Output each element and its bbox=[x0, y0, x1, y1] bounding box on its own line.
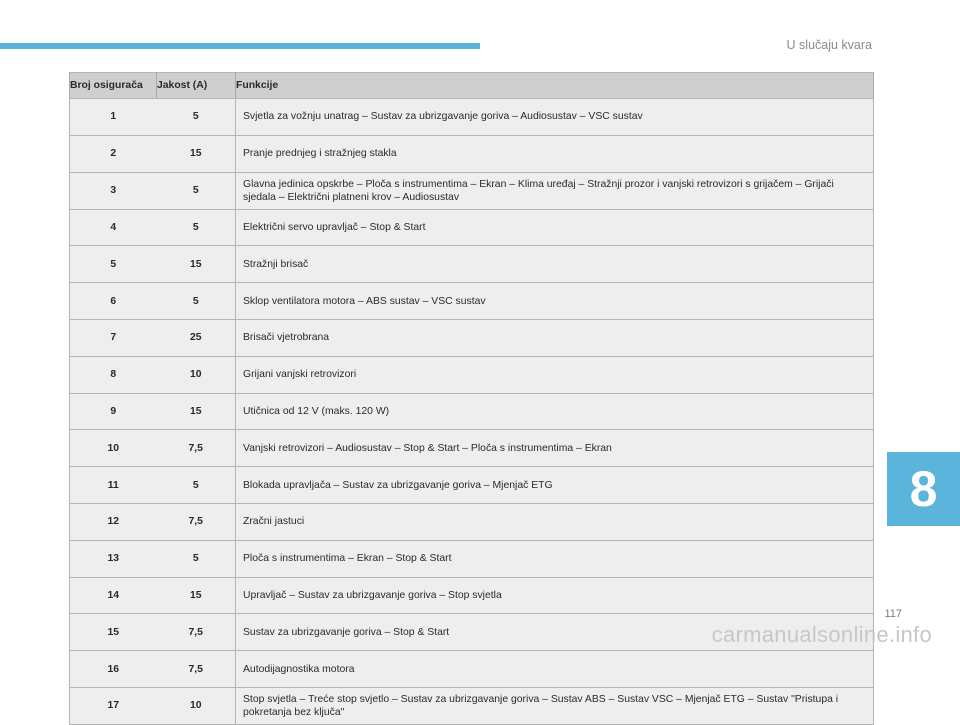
fuse-number: 4 bbox=[70, 209, 157, 246]
fuse-amperage: 7,5 bbox=[157, 503, 236, 540]
fuse-functions: Utičnica od 12 V (maks. 120 W) bbox=[236, 393, 874, 430]
fuse-number: 13 bbox=[70, 540, 157, 577]
fuse-number: 5 bbox=[70, 246, 157, 283]
table-row bbox=[70, 540, 874, 577]
fuse-number: 16 bbox=[70, 651, 157, 688]
table-row bbox=[70, 246, 874, 283]
table-header-row bbox=[70, 73, 874, 99]
fuse-functions: Brisači vjetrobrana bbox=[236, 319, 874, 356]
section-title: U slučaju kvara bbox=[786, 38, 872, 52]
fuse-amperage: 7,5 bbox=[157, 651, 236, 688]
fuse-number: 3 bbox=[70, 172, 157, 209]
fuse-number: 10 bbox=[70, 430, 157, 467]
watermark: carmanualsonline.info bbox=[711, 622, 932, 647]
fuse-amperage: 5 bbox=[157, 99, 236, 136]
fuse-functions: Stop svjetla – Treće stop svjetlo – Sustav za ubrizgavanje goriva – Sustav ABS – Sustav VSC – Mjenjač ETG – Sustav "Pristupa i pokretanja bez ključa" bbox=[236, 687, 874, 724]
accent-bar bbox=[0, 43, 480, 49]
table-row bbox=[70, 577, 874, 614]
fuse-amperage: 15 bbox=[157, 393, 236, 430]
fuse-amperage: 10 bbox=[157, 687, 236, 724]
fuse-number: 9 bbox=[70, 393, 157, 430]
table-row bbox=[70, 99, 874, 136]
fuse-functions: Sklop ventilatora motora – ABS sustav – VSC sustav bbox=[236, 283, 874, 320]
table-row bbox=[70, 283, 874, 320]
fuse-functions: Svjetla za vožnju unatrag – Sustav za ubrizgavanje goriva – Audiosustav – VSC sustav bbox=[236, 99, 874, 136]
fuse-number: 7 bbox=[70, 319, 157, 356]
fuse-amperage: 5 bbox=[157, 540, 236, 577]
fuse-number: 17 bbox=[70, 687, 157, 724]
fuse-functions: Glavna jedinica opskrbe – Ploča s instrumentima – Ekran – Klima uređaj – Stražnji prozor i vanjski retrovizori s grijačem – Grijači sjedala – Električni platneni krov – Audiosustav bbox=[236, 172, 874, 209]
fuse-number: 2 bbox=[70, 135, 157, 172]
chapter-tab: 8 bbox=[887, 452, 960, 526]
fuse-number: 8 bbox=[70, 356, 157, 393]
fuse-functions: Stražnji brisač bbox=[236, 246, 874, 283]
fuse-amperage: 10 bbox=[157, 356, 236, 393]
table-row bbox=[70, 393, 874, 430]
fuse-amperage: 15 bbox=[157, 135, 236, 172]
column-header-fuse-number: Broj osigurača bbox=[70, 73, 157, 99]
fuse-functions: Upravljač – Sustav za ubrizgavanje goriva – Stop svjetla bbox=[236, 577, 874, 614]
fuse-amperage: 25 bbox=[157, 319, 236, 356]
fuse-number: 11 bbox=[70, 467, 157, 504]
table-row bbox=[70, 319, 874, 356]
table-row bbox=[70, 209, 874, 246]
fuse-number: 15 bbox=[70, 614, 157, 651]
fuse-number: 1 bbox=[70, 99, 157, 136]
fuse-functions: Pranje prednjeg i stražnjeg stakla bbox=[236, 135, 874, 172]
fuse-functions: Vanjski retrovizori – Audiosustav – Stop & Start – Ploča s instrumentima – Ekran bbox=[236, 430, 874, 467]
table-row bbox=[70, 356, 874, 393]
fuse-functions: Ploča s instrumentima – Ekran – Stop & Start bbox=[236, 540, 874, 577]
fuse-functions: Električni servo upravljač – Stop & Start bbox=[236, 209, 874, 246]
table-row bbox=[70, 651, 874, 688]
fuse-amperage: 7,5 bbox=[157, 614, 236, 651]
fuse-amperage: 15 bbox=[157, 577, 236, 614]
fuse-functions: Grijani vanjski retrovizori bbox=[236, 356, 874, 393]
fuse-functions: Sustav za ubrizgavanje goriva – Stop & Start bbox=[236, 614, 874, 651]
fuse-amperage: 5 bbox=[157, 172, 236, 209]
page-number: 117 bbox=[884, 608, 902, 620]
table-row bbox=[70, 172, 874, 209]
table-row bbox=[70, 467, 874, 504]
fuse-amperage: 5 bbox=[157, 283, 236, 320]
fuse-amperage: 15 bbox=[157, 246, 236, 283]
fuse-functions: Blokada upravljača – Sustav za ubrizgavanje goriva – Mjenjač ETG bbox=[236, 467, 874, 504]
fuse-number: 14 bbox=[70, 577, 157, 614]
fuse-functions: Autodijagnostika motora bbox=[236, 651, 874, 688]
column-header-amperage: Jakost (A) bbox=[157, 73, 236, 99]
fuse-amperage: 5 bbox=[157, 209, 236, 246]
table-row bbox=[70, 430, 874, 467]
fuse-number: 12 bbox=[70, 503, 157, 540]
fuse-amperage: 5 bbox=[157, 467, 236, 504]
fuse-amperage: 7,5 bbox=[157, 430, 236, 467]
table-row bbox=[70, 503, 874, 540]
fuse-functions: Zračni jastuci bbox=[236, 503, 874, 540]
table-row bbox=[70, 687, 874, 724]
fuse-number: 6 bbox=[70, 283, 157, 320]
table-row bbox=[70, 135, 874, 172]
column-header-functions: Funkcije bbox=[236, 73, 874, 99]
